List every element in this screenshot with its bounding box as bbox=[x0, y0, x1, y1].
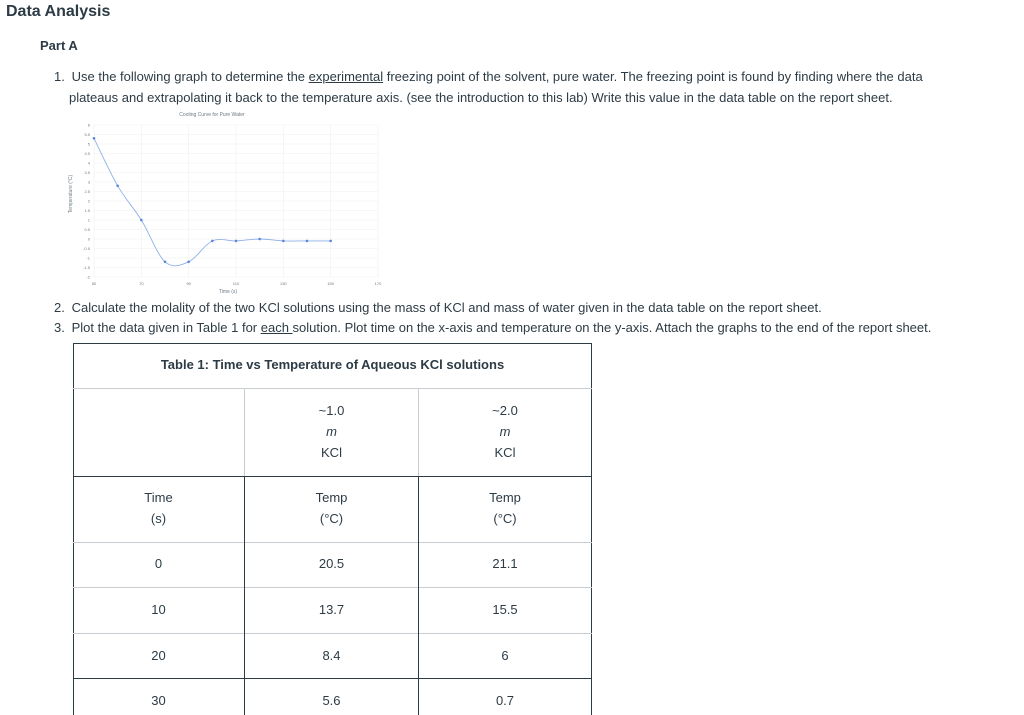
conc-solute: KCl bbox=[494, 445, 516, 460]
conc-unit: m bbox=[499, 424, 511, 439]
step-number: 2. bbox=[54, 300, 65, 315]
y-tick-label: 6 bbox=[87, 122, 90, 128]
table-cell-temp-2: 15.5 bbox=[492, 602, 518, 617]
table-cell-temp-1: 5.6 bbox=[322, 693, 341, 708]
data-point bbox=[282, 240, 285, 243]
y-axis-label: Temperature (°C) bbox=[68, 174, 74, 214]
data-point bbox=[211, 240, 214, 243]
x-tick-label: 90 bbox=[186, 281, 191, 286]
table-divider bbox=[73, 633, 592, 634]
x-tick-label: 130 bbox=[279, 281, 287, 286]
instruction-step-2 bbox=[54, 297, 822, 318]
table-cell-temp-2: 6 bbox=[501, 648, 509, 663]
data-point bbox=[164, 261, 167, 264]
data-table bbox=[73, 343, 592, 715]
step-number: 1. bbox=[54, 69, 65, 84]
instruction-step-1 bbox=[54, 66, 984, 108]
step-text: solution. Plot time on the x-axis and temperature on the y-axis. Attach the graphs to the end of the report sheet. bbox=[292, 320, 932, 335]
x-tick-label: 170 bbox=[374, 281, 382, 286]
underlined-word: each bbox=[260, 320, 293, 335]
table-cell-time: 30 bbox=[151, 693, 166, 708]
y-tick-label: 1.5 bbox=[84, 208, 90, 213]
cooling-curve-chart bbox=[64, 107, 394, 300]
table-cell-time: 10 bbox=[151, 602, 166, 617]
table-divider bbox=[73, 587, 592, 588]
conc-header-2 bbox=[419, 400, 591, 463]
table-cell-temp-1: 13.7 bbox=[318, 602, 345, 617]
y-tick-label: 2.5 bbox=[84, 189, 90, 194]
step-text-line2: plateaus and extrapolating it back to the temperature axis. (see the introduction to this lab) Write this value in the data table on the report sheet. bbox=[69, 90, 893, 105]
table-border bbox=[73, 343, 592, 344]
table-cell-temp-2: 0.7 bbox=[495, 693, 515, 708]
column-header-name: Time bbox=[144, 490, 173, 505]
chart-svg bbox=[64, 107, 394, 300]
column-header-unit: (s) bbox=[150, 511, 167, 526]
y-tick-label: 3.5 bbox=[84, 170, 90, 175]
table-border bbox=[591, 343, 592, 715]
y-tick-label: 1 bbox=[87, 217, 90, 223]
page-title: Data Analysis bbox=[6, 3, 111, 20]
underlined-word: experimental bbox=[308, 69, 384, 84]
data-point bbox=[140, 219, 143, 222]
conc-unit: m bbox=[326, 424, 337, 439]
data-point bbox=[258, 238, 261, 241]
y-tick-label: 4 bbox=[87, 160, 90, 166]
series-line bbox=[94, 138, 331, 266]
step-text: freezing point of the solvent, pure water. The freezing point is found by finding where the data bbox=[383, 69, 923, 84]
table-cell-temp-1: 8.4 bbox=[322, 648, 341, 663]
step-text: Use the following graph to determine the bbox=[71, 69, 309, 84]
data-point bbox=[235, 240, 238, 243]
table-divider bbox=[73, 388, 592, 389]
data-point bbox=[187, 261, 190, 264]
chart-series bbox=[93, 137, 332, 266]
table-divider bbox=[73, 678, 592, 679]
y-tick-label: -0.5 bbox=[83, 246, 90, 251]
data-point bbox=[329, 240, 332, 243]
y-tick-label: -2 bbox=[86, 274, 90, 280]
conc-solute: KCl bbox=[321, 445, 342, 460]
column-header-unit: (°C) bbox=[319, 511, 344, 526]
x-tick-label: 50 bbox=[91, 281, 97, 286]
step-text: Calculate the molality of the two KCl solutions using the mass of KCl and mass of water given in the data table on the report sheet. bbox=[71, 300, 822, 315]
chart-title: Cooling Curve for Pure Water bbox=[179, 112, 245, 118]
column-header-name: Temp bbox=[489, 490, 521, 505]
data-point bbox=[306, 240, 309, 243]
y-tick-label: -1.5 bbox=[83, 265, 90, 270]
x-tick-labels bbox=[92, 281, 382, 286]
y-tick-label: 0.5 bbox=[84, 227, 90, 232]
y-tick-label: 0 bbox=[87, 236, 90, 242]
step-text: Plot the data given in Table 1 for bbox=[71, 320, 261, 335]
data-point bbox=[116, 185, 119, 188]
x-tick-label: 150 bbox=[327, 281, 335, 286]
table-cell-temp-1: 20.5 bbox=[318, 556, 345, 571]
column-header-unit: (°C) bbox=[493, 511, 517, 526]
column-header-name: Temp bbox=[315, 490, 348, 505]
chart-grid bbox=[94, 125, 378, 277]
column-header-temp-1 bbox=[245, 487, 418, 529]
column-header-time bbox=[73, 487, 244, 529]
conc-value: ~2.0 bbox=[492, 403, 518, 418]
table-cell-temp-2: 21.1 bbox=[492, 556, 518, 571]
instruction-step-3 bbox=[54, 317, 931, 338]
table-cell-time: 20 bbox=[151, 648, 166, 663]
y-tick-labels bbox=[83, 123, 91, 280]
x-tick-label: 110 bbox=[232, 281, 240, 286]
x-tick-label: 70 bbox=[139, 281, 144, 286]
table-caption: Table 1: Time vs Temperature of Aqueous KCl solutions bbox=[160, 357, 505, 372]
table-divider bbox=[73, 476, 592, 477]
step-number: 3. bbox=[54, 320, 65, 335]
y-tick-label: 2 bbox=[87, 198, 90, 204]
y-tick-label: -1 bbox=[86, 255, 90, 261]
y-tick-label: 5 bbox=[87, 141, 90, 147]
conc-value: ~1.0 bbox=[318, 403, 345, 418]
data-point bbox=[93, 137, 96, 140]
table-cell-time: 0 bbox=[154, 556, 163, 571]
y-tick-label: 3 bbox=[87, 179, 90, 185]
x-axis-label: Time (s) bbox=[218, 289, 238, 295]
y-tick-label: 5.5 bbox=[84, 132, 90, 137]
conc-header-1 bbox=[245, 400, 418, 463]
table-divider bbox=[73, 542, 592, 543]
column-header-temp-2 bbox=[419, 487, 591, 529]
section-title: Part A bbox=[40, 38, 78, 53]
y-tick-label: 4.5 bbox=[84, 151, 90, 156]
